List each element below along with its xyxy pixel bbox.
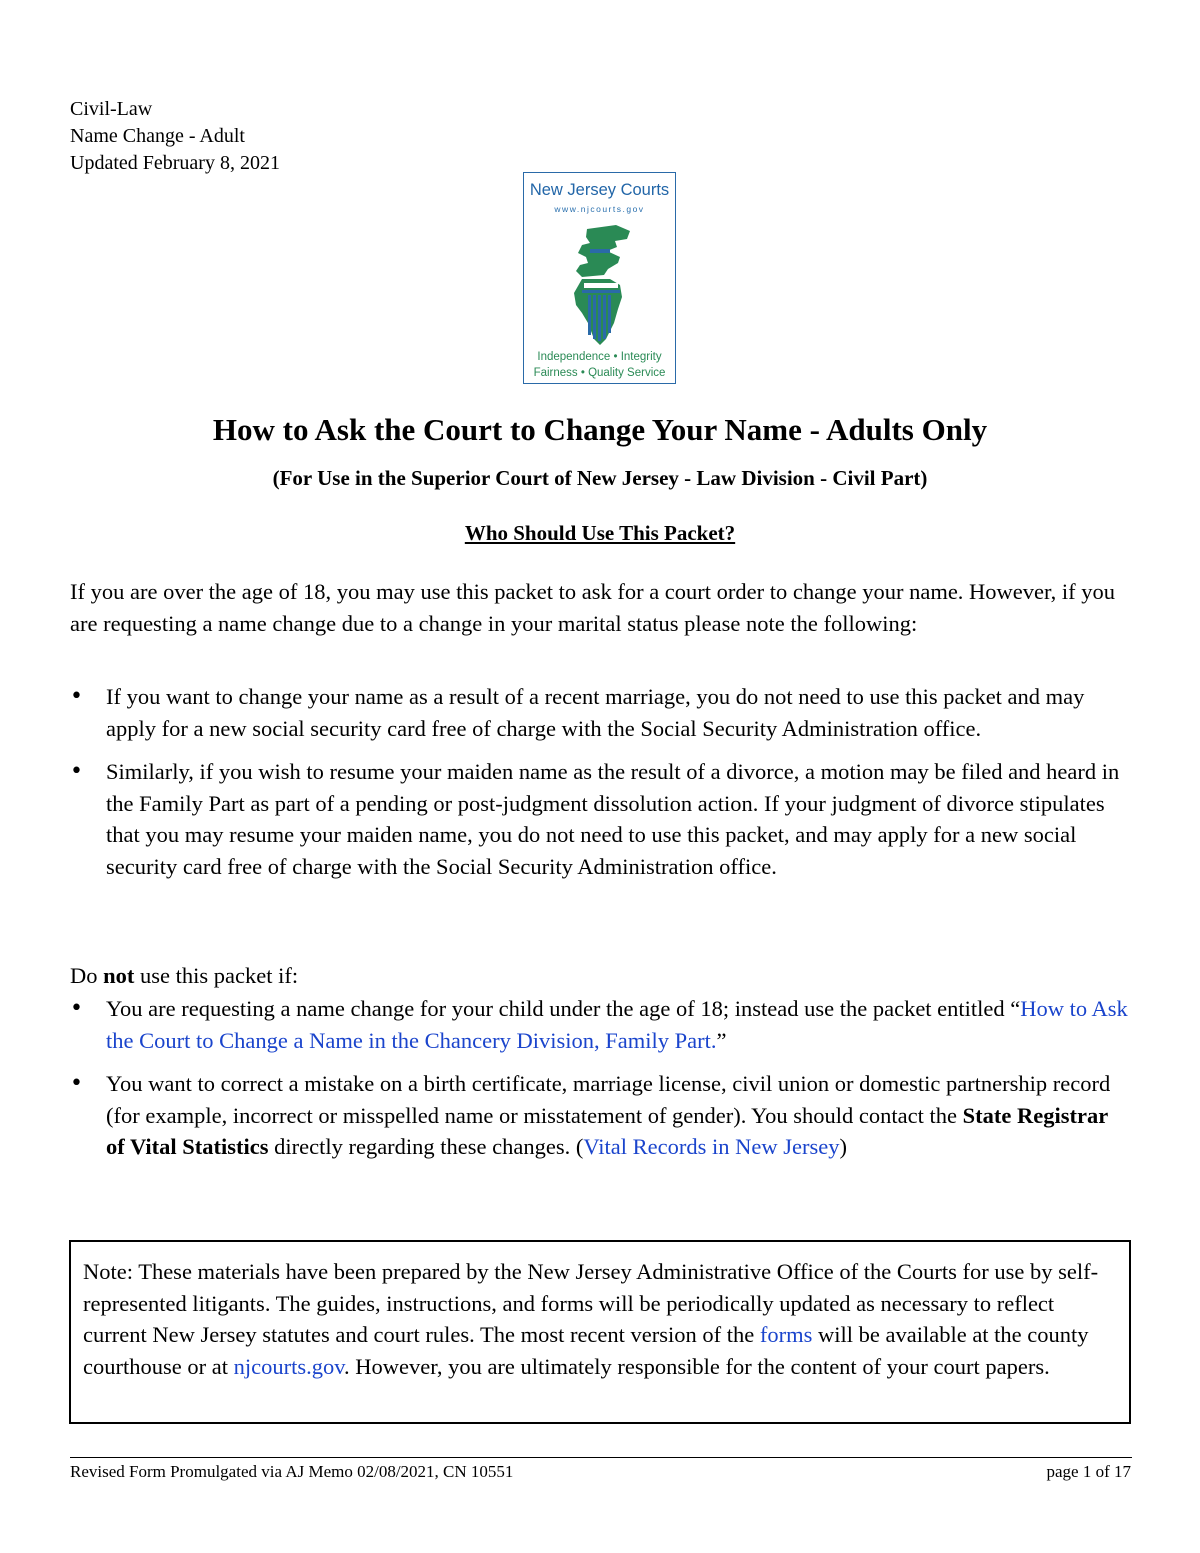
nj-courts-logo	[523, 172, 676, 384]
list-item	[70, 1068, 1132, 1163]
document-header-meta	[70, 96, 280, 177]
footer-divider	[70, 1457, 1132, 1458]
exclusion-quote-end: ”	[716, 1027, 727, 1053]
footer-page-number: page 1 of 17	[1046, 1462, 1131, 1481]
list-item	[70, 993, 1132, 1056]
document-subtitle: (For Use in the Superior Court of New Jersey - Law Division - Civil Part)	[272, 466, 928, 490]
header-updated-date: Updated February 8, 2021	[70, 152, 280, 174]
njcourts-link[interactable]: njcourts.gov	[233, 1353, 344, 1379]
note-text-after: . However, you are ultimately responsible for the content of your court papers.	[344, 1353, 1050, 1379]
note-text-middle: will be available at the county courthouse or at	[83, 1322, 1089, 1379]
logo-motto-line2: Fairness • Quality Service	[533, 367, 666, 379]
chancery-packet-link[interactable]: How to Ask the Court to Change a Name in the Chancery Division, Family Part.	[106, 996, 1128, 1053]
note-text-before: Note: These materials have been prepared by the New Jersey Administrative Office of the Courts for use by self-represented litigants. The guides, instructions, and forms will be periodically updated as necessary to reflect current New Jersey statutes and court rules. The most recent version of the	[83, 1259, 1099, 1347]
document-title: How to Ask the Court to Change Your Name - Adults Only	[212, 412, 988, 447]
marital-status-notes-list	[70, 681, 1132, 882]
exclusion-paren-end: )	[839, 1134, 847, 1159]
forms-link[interactable]: forms	[759, 1322, 813, 1347]
header-form-name: Name Change - Adult	[70, 125, 245, 147]
exclusions-list	[70, 993, 1132, 1163]
section-heading: Who Should Use This Packet?	[464, 521, 736, 545]
do-not-use-heading	[70, 960, 1132, 992]
logo-motto-line1: Independence • Integrity	[537, 351, 662, 363]
footer-revision-note: Revised Form Promulgated via AJ Memo 02/08/2021, CN 10551	[70, 1462, 514, 1481]
do-not-bold: not	[103, 963, 135, 988]
vital-records-link[interactable]: Vital Records in New Jersey	[583, 1134, 840, 1159]
state-registrar-bold: State Registrar of Vital Statistics	[106, 1102, 1108, 1159]
exclusion-text-after: directly regarding these changes. (	[268, 1134, 584, 1159]
exclusion-text: You are requesting a name change for your child under the age of 18; instead use the packet entitled “	[106, 996, 1021, 1021]
note-box	[69, 1240, 1131, 1424]
do-not-suffix: use this packet if:	[134, 963, 299, 988]
list-item: • If you want to change your name as a result of a recent marriage, you do not need to use this packet and may apply for a new social security card free of charge with the Social Security Administration office.	[70, 681, 1132, 744]
exclusion-text: You want to correct a mistake on a birth certificate, marriage license, civil union or domestic partnership record (for example, incorrect or misspelled name or misstatement of gender). You should contact the	[106, 1071, 1111, 1128]
intro-paragraph: If you are over the age of 18, you may use this packet to ask for a court order to change your name. However, if you are requesting a name change due to a change in your marital status please note the following:	[70, 579, 1115, 636]
logo-title: New Jersey Courts	[529, 181, 670, 199]
header-category: Civil-Law	[70, 98, 153, 120]
logo-url: www.njcourts.gov	[554, 204, 645, 214]
do-not-prefix: Do	[70, 963, 104, 988]
list-item: • Similarly, if you wish to resume your maiden name as the result of a divorce, a motion may be filed and heard in the Family Part as part of a pending or post-judgment dissolution action. If your judgment of divorce stipulates that you may resume your maiden name, you do not need to use this packet, and may apply for a new social security card free of charge with the Social Security Administration office.	[70, 756, 1132, 882]
